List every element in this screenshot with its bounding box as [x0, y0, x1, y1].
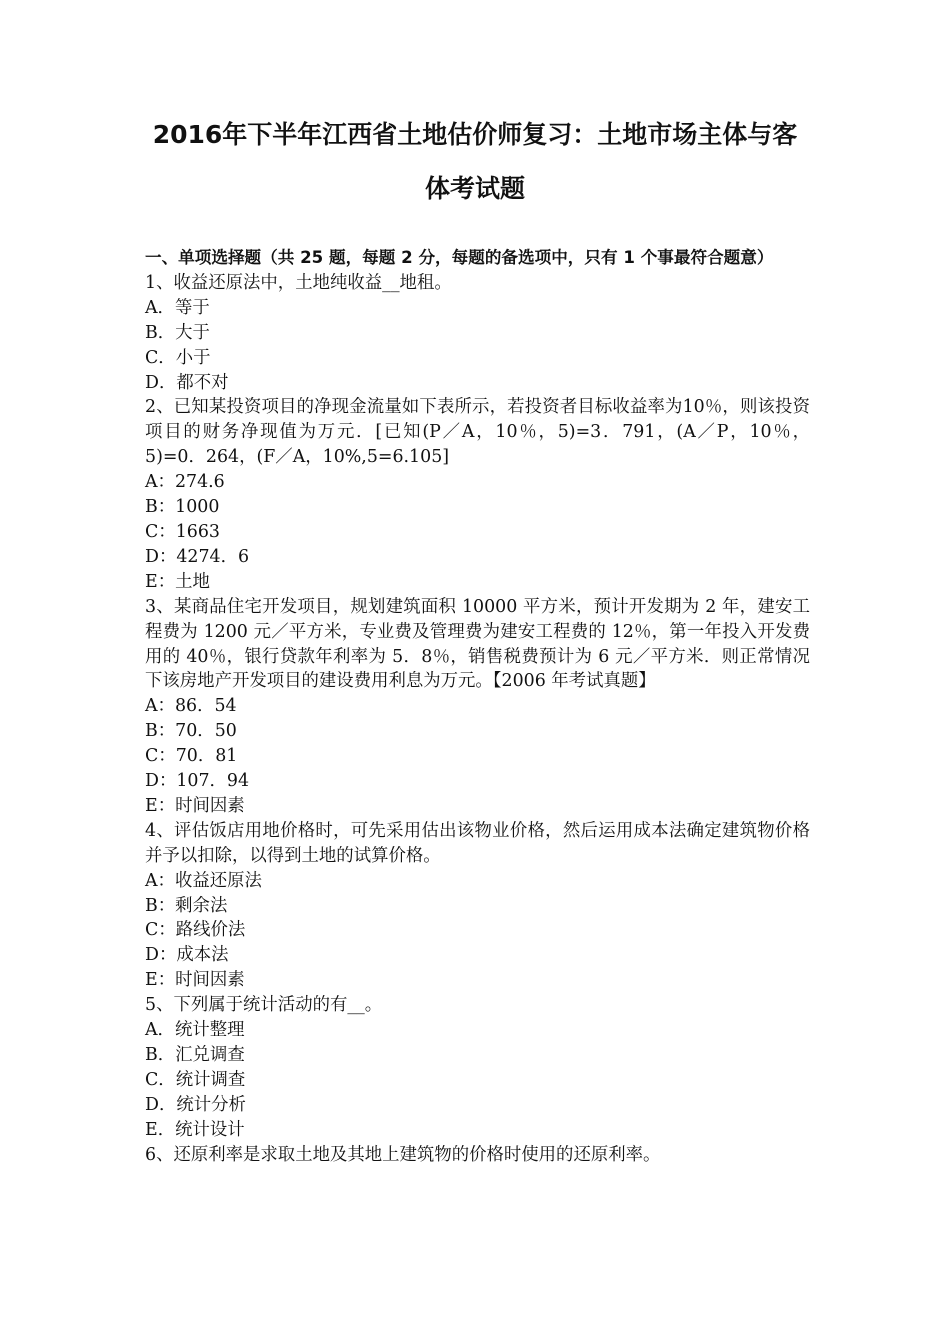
question-4 [145, 819, 810, 993]
option: D：成本法 [145, 945, 229, 966]
option: E：时间因素 [145, 970, 245, 991]
question-stem: 3、某商品住宅开发项目，规划建筑面积 10000 平方米，预计开发期为 2 年，建安工程费为 1200 元／平方米，专业费及管理费为建安工程费的 12％，第一年投入开发费用的 40％，银行贷款年利率为 5．8％，销售税费预计为 6 元／平方米．则正常情况下该房地产开发项目的建设费用利息为万元。【2006 年考试真题】 [145, 596, 810, 692]
question-1 [145, 271, 810, 396]
option: D：4274．6 [145, 546, 250, 567]
option: B：剩余法 [145, 895, 228, 916]
option: B．汇兑调查 [145, 1045, 245, 1065]
option: E．统计设计 [145, 1119, 245, 1140]
document-title-line-1: 2016年下半年江西省土地估价师复习：土地市场主体与客 [152, 120, 798, 149]
option: B：1000 [145, 497, 220, 518]
option: A：86．54 [145, 696, 237, 717]
option: C：1663 [145, 521, 220, 542]
question-6 [145, 1143, 810, 1168]
option: C：70．81 [145, 746, 238, 767]
question-stem: 1、收益还原法中，土地纯收益__地租。 [145, 272, 452, 293]
option: A．统计整理 [145, 1020, 245, 1041]
option: C．统计调查 [145, 1069, 246, 1090]
option: C：路线价法 [145, 920, 246, 941]
section-heading: 一、单项选择题（共 25 题，每题 2 分，每题的备选项中，只有 1 个事最符合题意） [145, 248, 774, 267]
option: B．大于 [145, 322, 210, 343]
option: E：时间因素 [145, 795, 245, 816]
question-stem: 5、下列属于统计活动的有__。 [145, 995, 383, 1016]
option: A：274.6 [145, 472, 225, 493]
option: B：70．50 [145, 721, 237, 742]
option: D：107．94 [145, 771, 250, 792]
document-title-line-2: 体考试题 [424, 174, 525, 203]
document-body [145, 246, 810, 1168]
option: A：收益还原法 [145, 870, 262, 891]
question-stem: 6、还原利率是求取土地及其地上建筑物的价格时使用的还原利率。 [145, 1144, 661, 1165]
question-3 [145, 595, 810, 819]
option: E：土地 [145, 571, 210, 592]
question-stem: 4、评估饭店用地价格时，可先采用估出该物业价格，然后运用成本法确定建筑物价格并予以扣除，以得到土地的试算价格。 [145, 820, 810, 866]
question-5 [145, 993, 810, 1142]
question-stem: 2、已知某投资项目的净现金流量如下表所示，若投资者目标收益率为10％，则该投资项目的财务净现值为万元．[已知(P／A，10％，5)=3．791，(A／P，10％，5)=0．264，(F／A，10%,5=6.105] [145, 397, 810, 468]
option: D．都不对 [145, 372, 229, 393]
option: D．统计分析 [145, 1094, 246, 1115]
option: A．等于 [145, 297, 210, 318]
question-2 [145, 395, 810, 594]
option: C．小于 [145, 347, 211, 368]
